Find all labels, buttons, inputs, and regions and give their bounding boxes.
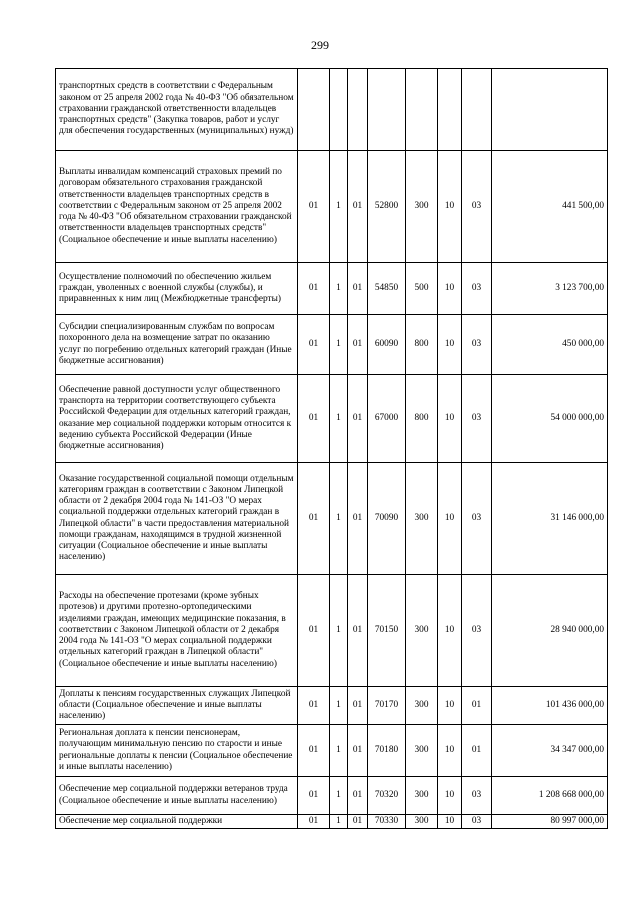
code-direction: [368, 69, 406, 151]
code-expense-type: 500: [406, 263, 438, 315]
budget-table: [55, 68, 608, 829]
code-subprogram: 01: [348, 463, 368, 575]
code-expense-type: 300: [406, 151, 438, 263]
code-subprogram: 01: [348, 815, 368, 829]
row-description: Обеспечение равной доступности услуг общественного транспорта на территории соответствующего субъекта Российской Федерации для отдельных категорий граждан, оказание мер социальной поддержки которым относится к ведению субъекта Российской Федерации (Иные бюджетные ассигнования): [56, 375, 298, 463]
row-amount: 101 436 000,00: [492, 687, 608, 725]
code-ministry: 01: [298, 725, 330, 777]
code-expense-type: 300: [406, 777, 438, 815]
code-subprogram: 01: [348, 777, 368, 815]
code-subsection: 03: [462, 375, 492, 463]
code-ministry: 01: [298, 815, 330, 829]
row-description: Региональная доплата к пенсии пенсионерам, получающим минимальную пенсию по старости и иные региональные доплаты к пенсии (Социальное обеспечение и иные выплаты населению): [56, 725, 298, 777]
code-section: 10: [438, 725, 462, 777]
row-amount: 441 500,00: [492, 151, 608, 263]
code-subsection: 03: [462, 575, 492, 687]
row-amount: 1 208 668 000,00: [492, 777, 608, 815]
code-subsection: 03: [462, 777, 492, 815]
code-ministry: 01: [298, 151, 330, 263]
code-subsection: 01: [462, 687, 492, 725]
table-row: [56, 263, 608, 315]
code-ministry: 01: [298, 375, 330, 463]
code-expense-type: [406, 69, 438, 151]
row-description: Расходы на обеспечение протезами (кроме зубных протезов) и другими протезно-ортопедическими изделиями граждан, имеющих медицинские показания, в соответствии с Законом Липецкой области от 2 декабря 2004 года № 141-ОЗ "О мерах социальной поддержки отдельных категорий граждан в Липецкой области" (Социальное обеспечение и иные выплаты населению): [56, 575, 298, 687]
table-row: [56, 315, 608, 375]
code-subsection: 03: [462, 263, 492, 315]
table-row: [56, 687, 608, 725]
code-subprogram: 01: [348, 375, 368, 463]
code-program: 1: [330, 315, 348, 375]
code-direction: 70150: [368, 575, 406, 687]
code-section: 10: [438, 687, 462, 725]
table-row: [56, 463, 608, 575]
code-expense-type: 300: [406, 725, 438, 777]
code-section: 10: [438, 463, 462, 575]
row-amount: [492, 69, 608, 151]
code-ministry: 01: [298, 263, 330, 315]
table-row: [56, 725, 608, 777]
code-program: 1: [330, 777, 348, 815]
table-row: [56, 69, 608, 151]
code-section: [438, 69, 462, 151]
code-ministry: [298, 69, 330, 151]
code-direction: 67000: [368, 375, 406, 463]
code-expense-type: 800: [406, 375, 438, 463]
row-description: Выплаты инвалидам компенсаций страховых премий по договорам обязательного страхования гражданской ответственности владельцев транспортных средств в соответствии с Федеральным законом от 25 апреля 2002 года № 40-ФЗ "Об обязательном страховании гражданской ответственности владельцев транспортных средств" (Социальное обеспечение и иные выплаты населению): [56, 151, 298, 263]
code-section: 10: [438, 263, 462, 315]
code-direction: 70180: [368, 725, 406, 777]
page-number: 299: [311, 38, 329, 52]
row-amount: 31 146 000,00: [492, 463, 608, 575]
row-amount: 80 997 000,00: [492, 815, 608, 829]
row-description: Субсидии специализированным службам по вопросам похоронного дела на возмещение затрат по оказанию услуг по погребению отдельных категорий граждан (Иные бюджетные ассигнования): [56, 315, 298, 375]
table-row: [56, 815, 608, 829]
code-direction: 54850: [368, 263, 406, 315]
code-ministry: 01: [298, 687, 330, 725]
row-description: транспортных средств в соответствии с Федеральным законом от 25 апреля 2002 года № 40-ФЗ "Об обязательном страховании гражданской ответственности владельцев транспортных средств" (Закупка товаров, работ и услуг для обеспечения государственных (муниципальных) нужд): [56, 69, 298, 151]
code-expense-type: 800: [406, 315, 438, 375]
code-ministry: 01: [298, 463, 330, 575]
code-subprogram: 01: [348, 687, 368, 725]
row-amount: 28 940 000,00: [492, 575, 608, 687]
code-direction: 70320: [368, 777, 406, 815]
code-section: 10: [438, 815, 462, 829]
code-subsection: [462, 69, 492, 151]
code-program: [330, 69, 348, 151]
code-program: 1: [330, 263, 348, 315]
code-section: 10: [438, 315, 462, 375]
code-program: 1: [330, 687, 348, 725]
code-subsection: 03: [462, 463, 492, 575]
code-subprogram: [348, 69, 368, 151]
row-amount: 54 000 000,00: [492, 375, 608, 463]
code-ministry: 01: [298, 777, 330, 815]
code-subsection: 01: [462, 725, 492, 777]
table-body: [56, 69, 608, 829]
code-program: 1: [330, 815, 348, 829]
row-amount: 3 123 700,00: [492, 263, 608, 315]
code-section: 10: [438, 777, 462, 815]
code-subsection: 03: [462, 815, 492, 829]
code-program: 1: [330, 151, 348, 263]
row-amount: 450 000,00: [492, 315, 608, 375]
code-section: 10: [438, 575, 462, 687]
code-subprogram: 01: [348, 151, 368, 263]
code-expense-type: 300: [406, 815, 438, 829]
code-direction: 60090: [368, 315, 406, 375]
row-description: Осуществление полномочий по обеспечению жильем граждан, уволенных с военной службы (службы), и приравненных к ним лиц (Межбюджетные трансферты): [56, 263, 298, 315]
code-subsection: 03: [462, 151, 492, 263]
code-subprogram: 01: [348, 725, 368, 777]
table-row: [56, 575, 608, 687]
code-program: 1: [330, 575, 348, 687]
code-direction: 70170: [368, 687, 406, 725]
code-program: 1: [330, 463, 348, 575]
code-ministry: 01: [298, 315, 330, 375]
row-description: Доплаты к пенсиям государственных служащих Липецкой области (Социальное обеспечение и иные выплаты населению): [56, 687, 298, 725]
code-subprogram: 01: [348, 263, 368, 315]
code-direction: 52800: [368, 151, 406, 263]
row-description: Обеспечение мер социальной поддержки ветеранов труда (Социальное обеспечение и иные выплаты населению): [56, 777, 298, 815]
code-subprogram: 01: [348, 575, 368, 687]
code-direction: 70090: [368, 463, 406, 575]
row-amount: 34 347 000,00: [492, 725, 608, 777]
code-expense-type: 300: [406, 463, 438, 575]
code-expense-type: 300: [406, 575, 438, 687]
code-expense-type: 300: [406, 687, 438, 725]
code-section: 10: [438, 375, 462, 463]
code-program: 1: [330, 725, 348, 777]
code-ministry: 01: [298, 575, 330, 687]
row-description: Обеспечение мер социальной поддержки: [56, 815, 298, 829]
table-row: [56, 151, 608, 263]
table-row: [56, 375, 608, 463]
code-subprogram: 01: [348, 315, 368, 375]
table-row: [56, 777, 608, 815]
code-program: 1: [330, 375, 348, 463]
code-subsection: 03: [462, 315, 492, 375]
code-direction: 70330: [368, 815, 406, 829]
code-section: 10: [438, 151, 462, 263]
row-description: Оказание государственной социальной помощи отдельным категориям граждан в соответствии с Законом Липецкой области от 2 декабря 2004 года № 141-ОЗ "О мерах социальной поддержки отдельных категорий граждан в Липецкой области" в части предоставления материальной помощи гражданам, находящимся в трудной жизненной ситуации (Социальное обеспечение и иные выплаты населению): [56, 463, 298, 575]
